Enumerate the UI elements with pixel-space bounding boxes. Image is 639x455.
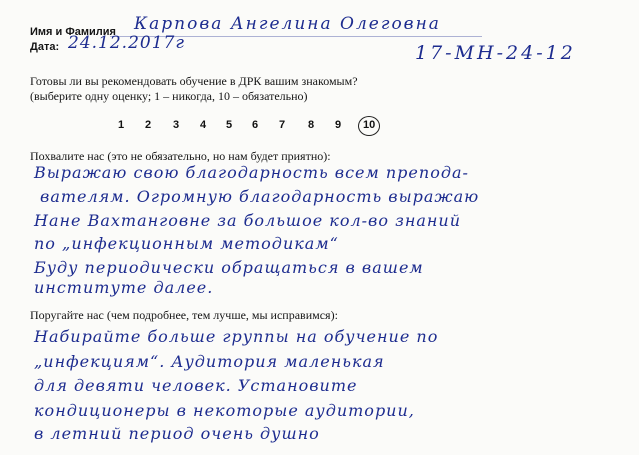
praise-line-4: по „инфекционным методикам“ [34, 234, 339, 253]
critique-line-1: Набирайте больше группы на обучение по [34, 327, 439, 346]
selected-rating-circle [358, 116, 380, 136]
date-handwritten: 24.12.2017г [68, 33, 185, 53]
name-label: Имя и Фамилия [30, 26, 116, 38]
praise-label: Похвалите нас (это не обязательно, но нам будет приятно): [30, 149, 331, 163]
praise-line-2: вателям. Огромную благодарность выражаю [40, 187, 480, 206]
rating-option-10: 10 [363, 119, 376, 131]
praise-line-6: институте далее. [34, 278, 214, 297]
critique-line-2: „инфекциям“. Аудитория маленькая [34, 352, 385, 371]
praise-line-1: Выражаю свою благодарность всем препода- [34, 163, 469, 182]
rating-option-5: 5 [226, 119, 233, 131]
name-handwritten: Карпова Ангелина Олеговна [134, 14, 441, 34]
question-line-2: (выберите одну оценку; 1 – никогда, 10 – обязательно) [30, 89, 308, 103]
critique-line-3: для девяти человек. Установите [34, 376, 358, 395]
question-line-1: Готовы ли вы рекомендовать обучение в ДРК вашим знакомым? [30, 74, 358, 88]
rating-option-4: 4 [200, 119, 207, 131]
rating-option-2: 2 [145, 119, 152, 131]
praise-line-5: Буду периодически обращаться в вашем [34, 258, 424, 277]
critique-line-4: кондиционеры в некоторые аудитории, [34, 401, 415, 420]
rating-option-7: 7 [279, 119, 286, 131]
code-handwritten: 17-МН-24-12 [415, 42, 576, 64]
critique-label: Поругайте нас (чем подробнее, тем лучше, мы исправимся): [30, 308, 338, 322]
date-label: Дата: [30, 41, 60, 53]
rating-option-6: 6 [252, 119, 259, 131]
rating-option-8: 8 [308, 119, 315, 131]
critique-line-5: в летний период очень душно [34, 424, 320, 443]
praise-line-3: Нане Вахтанговне за большое кол-во знаний [34, 211, 462, 230]
rating-option-1: 1 [118, 119, 125, 131]
rating-option-3: 3 [173, 119, 180, 131]
rating-option-9: 9 [335, 119, 342, 131]
rating-scale [112, 119, 382, 135]
